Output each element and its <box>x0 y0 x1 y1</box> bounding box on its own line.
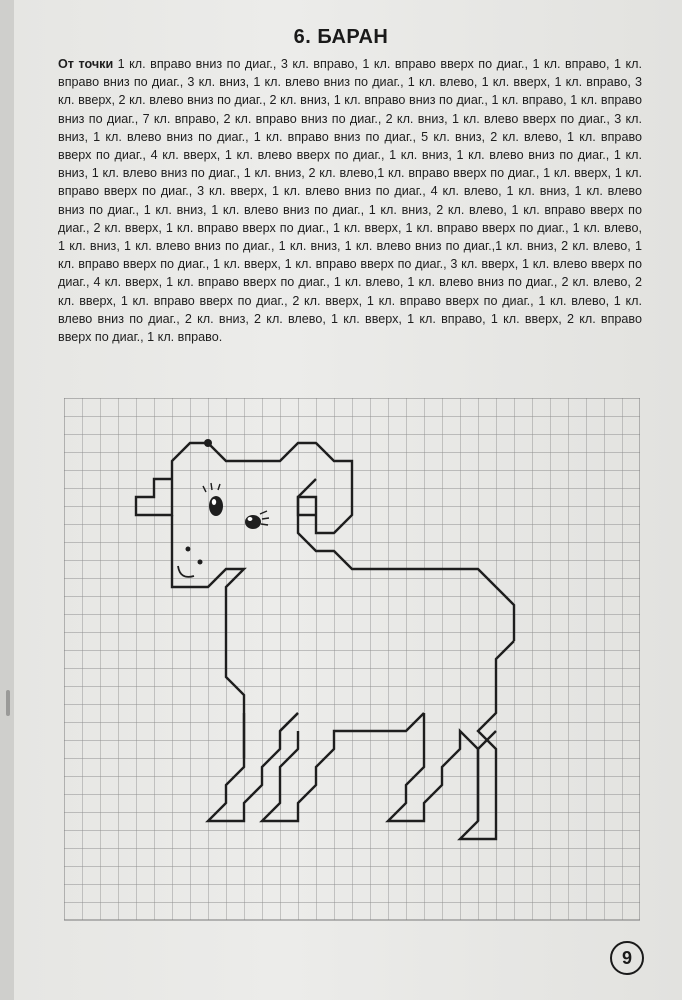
instructions-paragraph <box>58 55 642 346</box>
page-number: 9 <box>610 941 644 975</box>
binding-staple <box>6 690 10 716</box>
book-spine <box>0 0 14 1000</box>
ram-nostril <box>186 547 191 552</box>
ram-nostril-2 <box>198 560 203 565</box>
page-title: 6. БАРАН <box>293 26 389 48</box>
drawing-grid <box>64 398 640 929</box>
instructions-lead: От точки <box>58 57 114 71</box>
instructions-text: 1 кл. вправо вниз по диаг., 3 кл. вправо, 1 кл. вправо вверх по диаг., 1 кл. вправо, 1 кл. вправо вниз по диаг., 3 кл. вниз, 1 кл. влево вниз по диаг., 1 кл. влево, 1 кл. вверх, 1 кл. вправо, 3 кл. вверх, 2 кл. влево вниз по диаг., 2 кл. вниз, 1 кл. вправо вниз по диаг., 1 кл. вправо, 1 кл. вправо вниз по диаг., 7 кл. вправо, 2 кл. вправо вниз по диаг., 2 кл. вниз, 1 кл. влево вверх по диаг., 3 кл. вниз, 1 кл. влево вниз по диаг., 1 кл. вправо вниз по диаг., 5 кл. вниз, 2 кл. влево, 1 кл. вправо вверх по диаг., 4 кл. вверх, 1 кл. влево вверх по диаг., 1 кл. вниз, 1 кл. влево вниз по диаг., 1 кл. вниз, 1 кл. влево вниз по диаг., 1 кл. вниз, 2 кл. влево,1 кл. вправо вверх по диаг., 1 кл. вверх, 1 кл. вправо вверх по диаг., 3 кл. вверх, 1 кл. влево вниз по диаг., 4 кл. влево, 1 кл. вниз, 1 кл. влево вниз по диаг., 1 кл. вниз, 1 кл. влево вниз по диаг., 1 кл. вниз, 2 кл. влево, 1 кл. вправо вверх по диаг., 2 кл. вверх, 1 кл. вправо вверх по диаг., 1 кл. вверх, 1 кл. вправо вверх по диаг., 1 кл. влево, 1 кл. вниз, 1 кл. влево вниз по диаг., 1 кл. вниз, 1 кл. влево вниз по диаг.,1 кл. вниз, 2 кл. влево, 1 кл. вправо вверх по диаг., 1 кл. вверх, 1 кл. вправо вверх по диаг., 3 кл. вверх, 1 кл. влево вверх по диаг., 4 кл. вверх, 1 кл. вправо вверх по диаг., 1 кл. влево, 1 кл. влево вниз по диаг., 2 кл. влево, 2 кл. вверх, 1 кл. вправо вверх по диаг., 2 кл. вверх, 1 кл. вправо вверх по диаг., 1 кл. влево, 1 кл. влево вниз по диаг., 2 кл. вниз, 2 кл. влево, 1 кл. вверх, 1 кл. вправо, 1 кл. вверх, 2 кл. вправо вверх по диаг., 1 кл. вправо. <box>58 57 642 345</box>
